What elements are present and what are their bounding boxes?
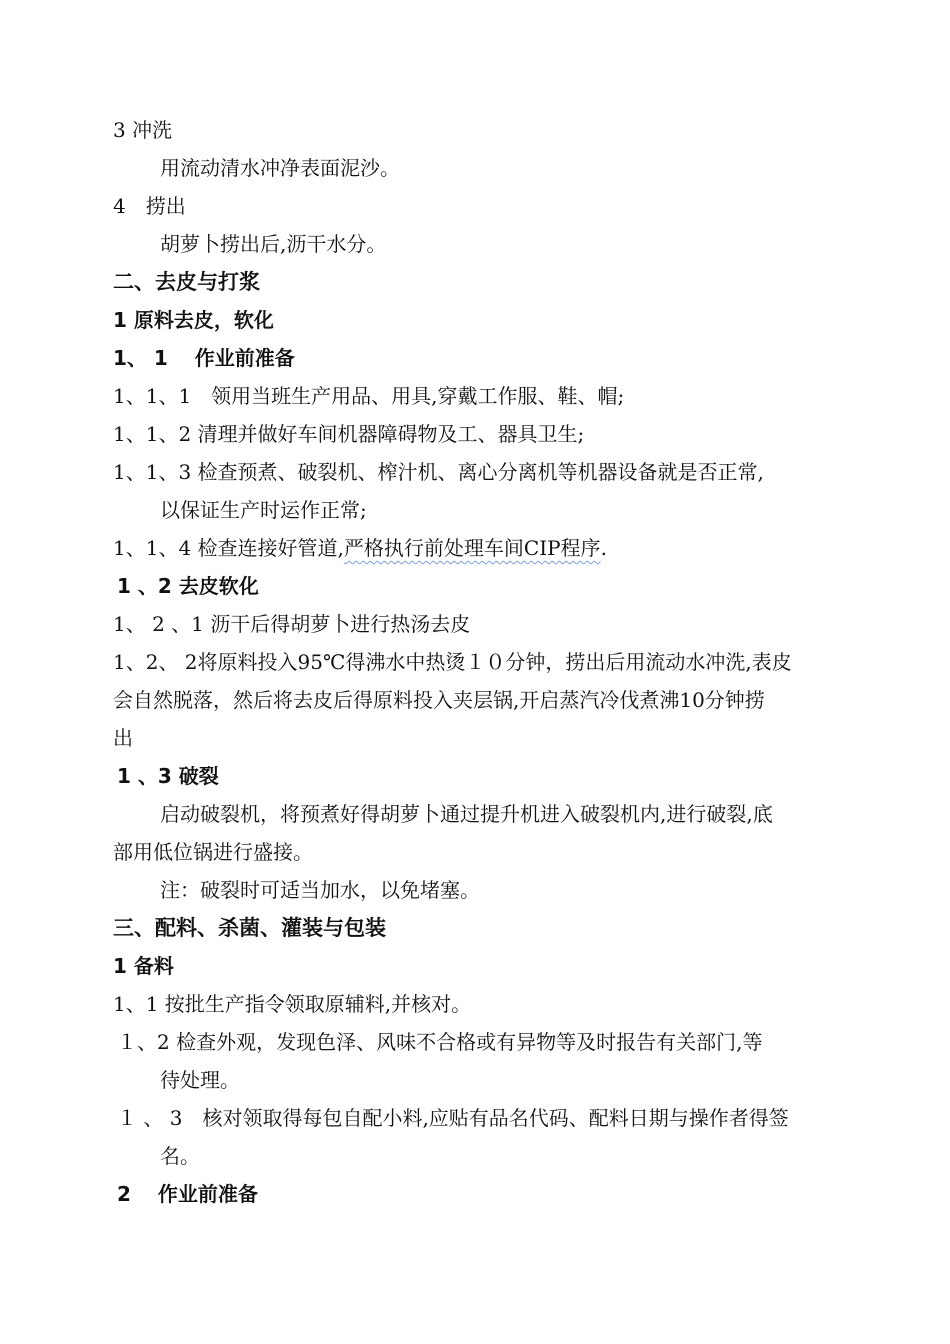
item-1-1-4: [113, 535, 607, 561]
item-1-1-3-cont: 以保证生产时运作正常;: [160, 498, 367, 522]
item-1-2-2-end: 出: [113, 726, 133, 750]
item-3-1-1: 1、1 按批生产指令领取原辅料,并核对。: [113, 992, 472, 1016]
crushing-body-cont: 部用低位锅进行盛接。: [113, 840, 313, 864]
item-1-1-3: 1、1、3 检查预煮、破裂机、榨汁机、离心分离机等机器设备就是否正常,: [113, 460, 764, 484]
prep-materials-heading: 1 备料: [113, 954, 174, 978]
step-4-heading: 4 捞出: [113, 194, 186, 218]
item-1-1-1: 1、1、1 领用当班生产用品、用具,穿戴工作服、鞋、帽;: [113, 384, 625, 408]
section-3-heading: 三、配料、杀菌、灌装与包装: [113, 916, 386, 940]
item-1-1-4-part-a: 1、1、4 检查连接好管道,: [113, 536, 344, 560]
item-1-1-2: 1、1、2 清理并做好车间机器障碍物及工、器具卫生;: [113, 422, 585, 446]
item-3-1-2-cont: 待处理。: [160, 1068, 240, 1092]
subsection-3-2-heading: 2 作业前准备: [117, 1182, 258, 1206]
step-3-body: 用流动清水冲净表面泥沙。: [160, 156, 400, 180]
subsection-1-heading: 1 原料去皮，软化: [113, 308, 274, 332]
subsection-1-3-heading: 1 、3 破裂: [117, 764, 219, 788]
crushing-note: 注：破裂时可适当加水，以免堵塞。: [160, 878, 480, 902]
item-1-2-2-cont: 会自然脱落，然后将去皮后得原料投入夹层锅,开启蒸汽冷伐煮沸10分钟捞: [113, 688, 765, 712]
item-3-1-3-cont: 名。: [160, 1144, 200, 1168]
item-1-2-2: 1、2、 2将原料投入95℃得沸水中热烫１０分钟，捞出后用流动水冲洗,表皮: [113, 650, 792, 674]
item-3-1-3: １ 、 3 核对领取得每包自配小料,应贴有品名代码、配料日期与操作者得签: [117, 1106, 789, 1130]
step-3-heading: 3 冲洗: [113, 118, 173, 142]
crushing-body: 启动破裂机，将预煮好得胡萝卜通过提升机进入破裂机内,进行破裂,底: [160, 802, 773, 826]
section-2-heading: 二、去皮与打浆: [113, 270, 260, 294]
item-1-1-4-part-c: .: [600, 536, 607, 560]
item-3-1-2: １、2 检查外观，发现色泽、风味不合格或有异物等及时报告有关部门,等: [117, 1030, 763, 1054]
subsection-1-1-heading: 1、 1 作业前准备: [113, 346, 295, 370]
step-4-body: 胡萝卜捞出后,沥干水分。: [160, 232, 387, 256]
item-1-1-4-part-b: 严格执行前处理车间CIP程序: [343, 536, 601, 560]
subsection-1-2-heading: 1 、2 去皮软化: [117, 574, 259, 598]
item-1-2-1: 1、 2 、1 沥干后得胡萝卜进行热汤去皮: [113, 612, 471, 636]
